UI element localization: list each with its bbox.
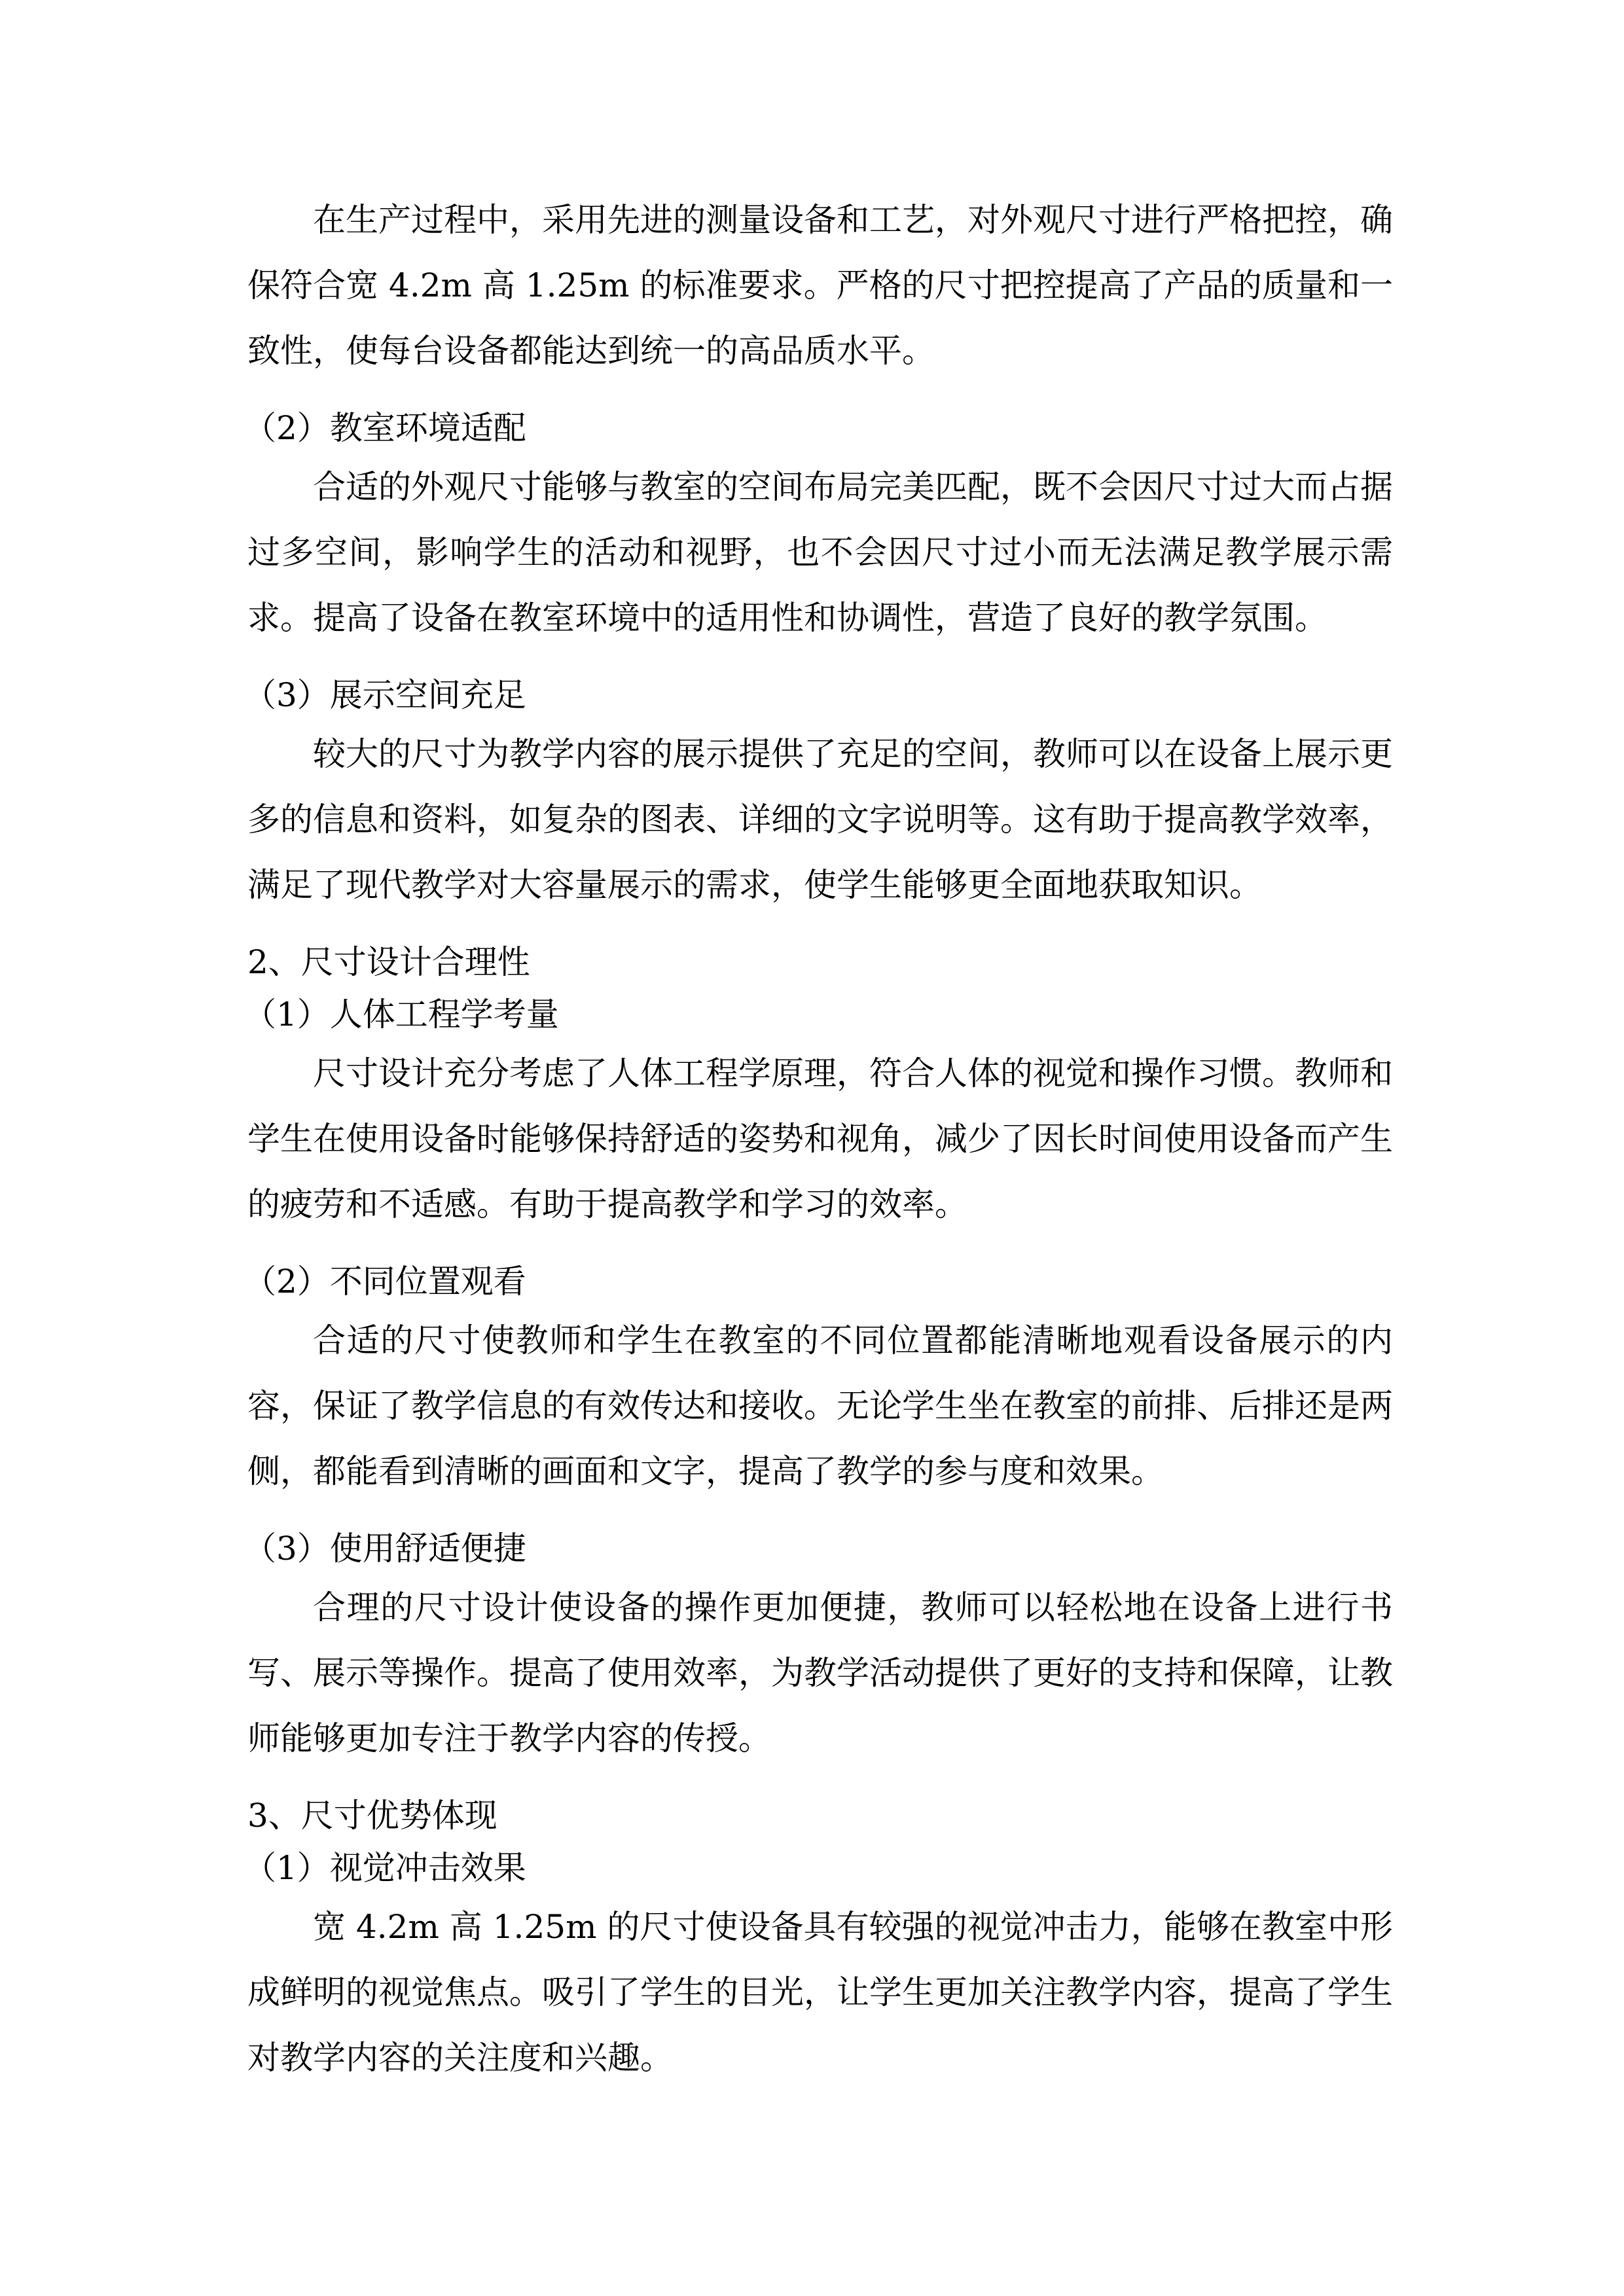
section-heading: 3、尺寸优势体现 [247, 1797, 497, 1835]
paragraph: 较大的尺寸为教学内容的展示提供了充足的空间，教师可以在设备上展示更多的信息和资料，如复杂的图表、详细的文字说明等。这有助于提高教学效率，满足了现代教学对大容量展示的需求，使学生能够更全面地获取知识。 [247, 735, 1393, 904]
subheading: （1）视觉冲击效果 [244, 1849, 526, 1887]
paragraph: 合适的尺寸使教师和学生在教室的不同位置都能清晰地观看设备展示的内容，保证了教学信息的有效传达和接收。无论学生坐在教室的前排、后排还是两侧，都能看到清晰的画面和文字，提高了教学的参与度和效果。 [247, 1321, 1393, 1490]
subheading: （1）人体工程学考量 [244, 996, 559, 1033]
subheading: （2）教室环境适配 [244, 409, 526, 447]
paragraph: 合适的外观尺寸能够与教室的空间布局完美匹配，既不会因尺寸过大而占据过多空间，影响学生的活动和视野，也不会因尺寸过小而无法满足教学展示需求。提高了设备在教室环境中的适用性和协调性，营造了良好的教学氛围。 [247, 468, 1393, 637]
subheading: （2）不同位置观看 [244, 1263, 526, 1300]
subheading: （3）展示空间充足 [244, 676, 526, 714]
paragraph: 在生产过程中，采用先进的测量设备和工艺，对外观尺寸进行严格把控，确保符合宽 4.2m 高 1.25m 的标准要求。严格的尺寸把控提高了产品的质量和一致性，使每台设备都能达到统一的高品质水平。 [247, 201, 1393, 370]
document-body [244, 187, 1393, 2109]
paragraph: 尺寸设计充分考虑了人体工程学原理，符合人体的视觉和操作习惯。教师和学生在使用设备时能够保持舒适的姿势和视角，减少了因长时间使用设备而产生的疲劳和不适感。有助于提高教学和学习的效率。 [247, 1054, 1393, 1223]
subheading: （3）使用舒适便捷 [244, 1530, 526, 1568]
paragraph: 宽 4.2m 高 1.25m 的尺寸使设备具有较强的视觉冲击力，能够在教室中形成鲜明的视觉焦点。吸引了学生的目光，让学生更加关注教学内容，提高了学生对教学内容的关注度和兴趣。 [247, 1908, 1393, 2077]
paragraph: 合理的尺寸设计使设备的操作更加便捷，教师可以轻松地在设备上进行书写、展示等操作。提高了使用效率，为教学活动提供了更好的支持和保障，让教师能够更加专注于教学内容的传授。 [247, 1588, 1393, 1757]
section-heading: 2、尺寸设计合理性 [247, 943, 530, 981]
